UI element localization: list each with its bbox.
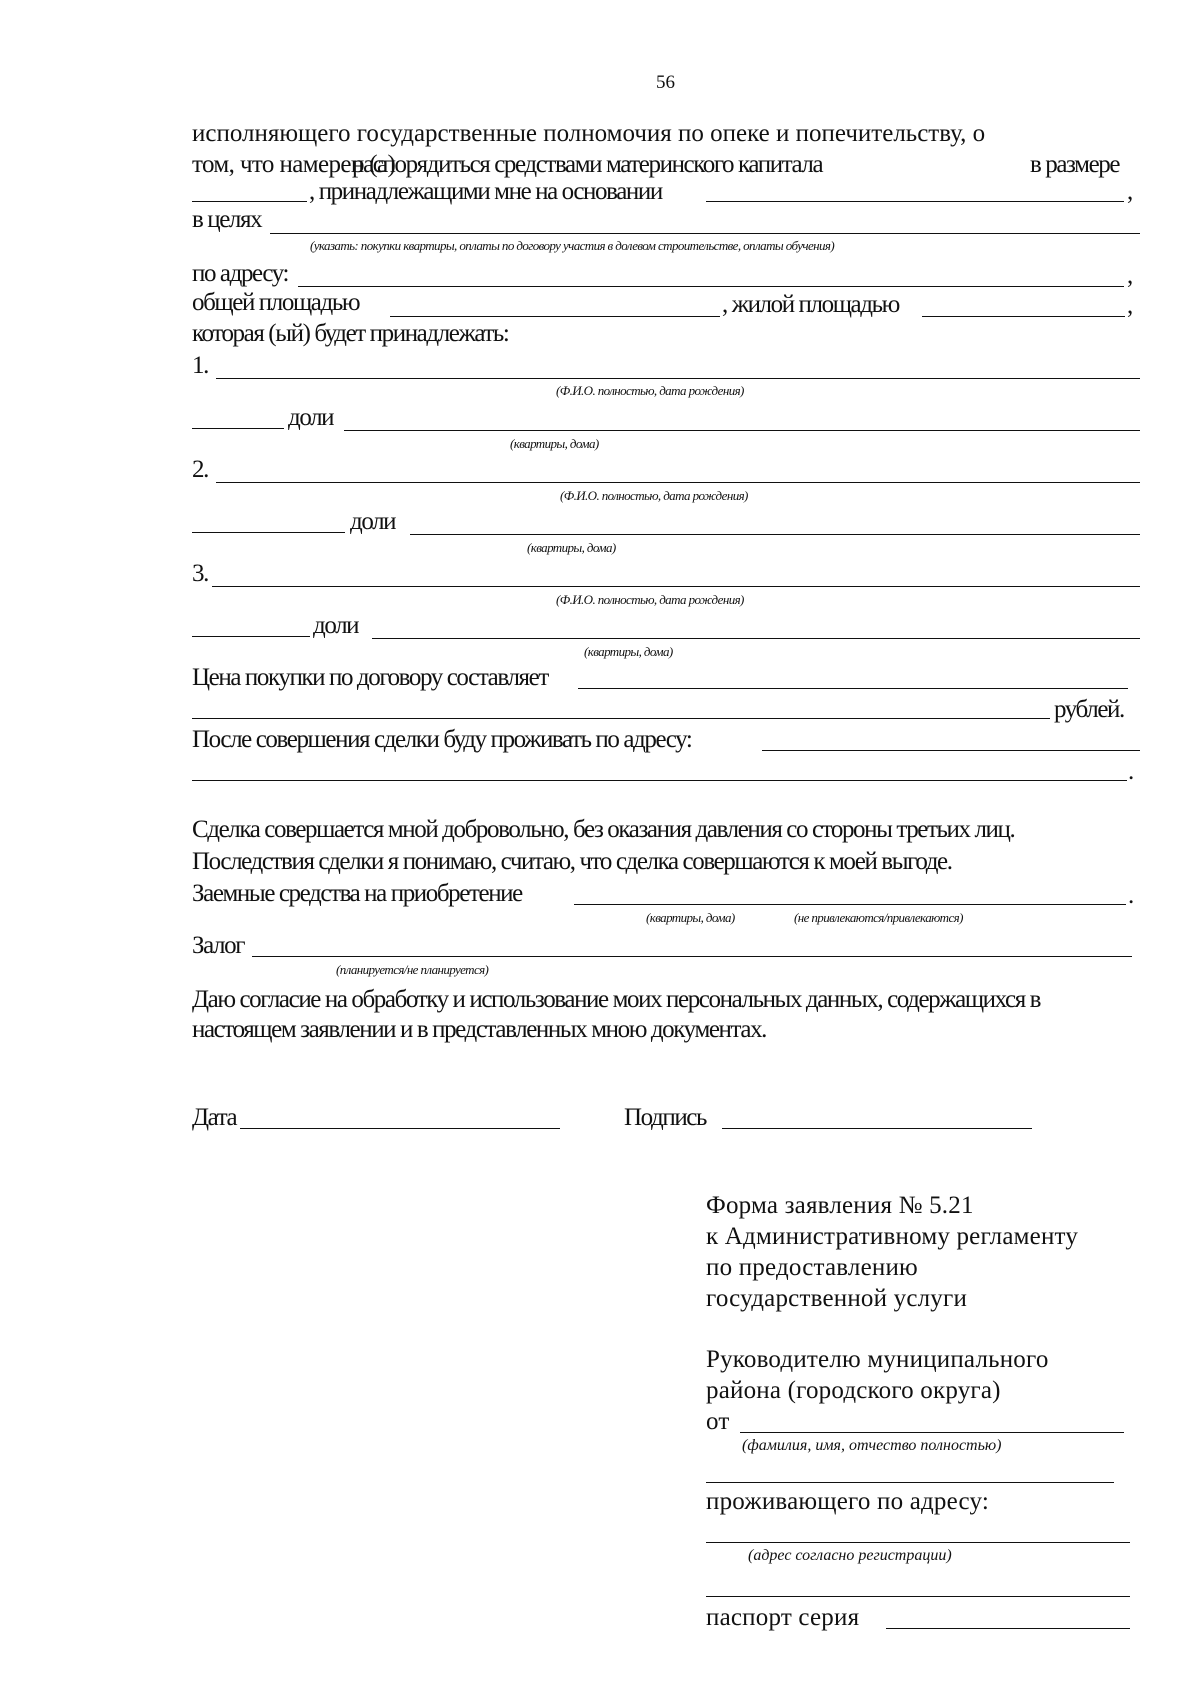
- consequences-statement: Последствия сделки я понимаю, считаю, что сделка совершаются к моей выгоде.: [192, 848, 952, 875]
- basis-field[interactable]: [706, 201, 1124, 202]
- punct-period: .: [1128, 758, 1133, 785]
- addressee-line-1: Руководителю муниципального: [706, 1346, 1049, 1373]
- voluntary-statement: Сделка совершается мной добровольно, без оказания давления со стороны третьих лиц.: [192, 816, 1015, 843]
- purpose-label: в целях: [192, 206, 262, 233]
- punct-comma-3: ,: [1127, 292, 1132, 319]
- passport-series-field[interactable]: [886, 1628, 1130, 1629]
- owner-1-property-hint: (квартиры, дома): [510, 436, 599, 451]
- residence-label: После совершения сделки буду проживать по адресу:: [192, 726, 692, 753]
- signature-label: Подпись: [624, 1104, 707, 1131]
- price-field-2[interactable]: [192, 718, 1050, 719]
- loan-property-hint: (квартиры, дома): [646, 910, 735, 925]
- punct-period-2: .: [1128, 882, 1133, 909]
- form-title-line-3: по предоставлению: [706, 1254, 918, 1281]
- basis-label: , принадлежащими мне на основании: [309, 178, 662, 205]
- owner-1-share-field[interactable]: [192, 428, 284, 429]
- address-label: по адресу:: [192, 260, 289, 287]
- owner-1-name-field[interactable]: [216, 378, 1140, 379]
- form-title-line-1: Форма заявления № 5.21: [706, 1192, 974, 1219]
- owner-2-share-field[interactable]: [192, 532, 345, 533]
- passport-series-label: паспорт серия: [706, 1604, 860, 1631]
- owner-2-property-field[interactable]: [410, 534, 1140, 535]
- owner-2-name-field[interactable]: [216, 482, 1140, 483]
- page-number: 56: [656, 72, 675, 93]
- owner-2-property-hint: (квартиры, дома): [527, 540, 616, 555]
- purpose-field[interactable]: [270, 233, 1140, 234]
- total-area-field[interactable]: [390, 316, 720, 317]
- date-field[interactable]: [240, 1128, 560, 1129]
- owner-2-number: 2.: [192, 456, 208, 483]
- consent-line-2: настоящем заявлении и в представленных мною документах.: [192, 1016, 767, 1043]
- consent-line-1: Даю согласие на обработку и использование моих персональных данных, содержащихся в: [192, 986, 1041, 1013]
- residence-field-1[interactable]: [762, 750, 1140, 751]
- owner-3-share-label: доли: [313, 612, 359, 639]
- form-title-line-2: к Административному регламенту: [706, 1223, 1079, 1250]
- applicant-name-field[interactable]: [740, 1432, 1124, 1433]
- registration-address-hint: (адрес согласно регистрации): [748, 1547, 952, 1564]
- registration-address-field[interactable]: [706, 1542, 1130, 1543]
- intro-line-2-right: в размере: [1030, 151, 1120, 178]
- owners-label: которая (ый) будет принадлежать:: [192, 320, 509, 347]
- punct-comma: ,: [1127, 178, 1132, 205]
- from-label: от: [706, 1408, 730, 1435]
- owner-3-name-hint: (Ф.И.О. полностью, дата рождения): [556, 592, 744, 607]
- owner-1-name-hint: (Ф.И.О. полностью, дата рождения): [556, 383, 744, 398]
- intro-line-2-middle: распорядиться средствами материнского капитала: [352, 151, 823, 178]
- rubles-label: рублей.: [1054, 696, 1124, 723]
- applicant-name-hint: (фамилия, имя, отчество полностью): [742, 1437, 1002, 1454]
- owner-3-share-field[interactable]: [192, 636, 310, 637]
- registration-address-field-2[interactable]: [706, 1596, 1130, 1597]
- signature-field[interactable]: [722, 1128, 1032, 1129]
- residence-address-label: проживающего по адресу:: [706, 1488, 990, 1515]
- pledge-hint: (планируется/не планируется): [336, 962, 489, 977]
- address-field[interactable]: [298, 286, 1124, 287]
- price-field-1[interactable]: [578, 688, 1128, 689]
- owner-3-property-hint: (квартиры, дома): [584, 644, 673, 659]
- purpose-hint: (указать: покупки квартиры, оплаты по договору участия в долевом строительстве, оплаты обучения): [310, 238, 835, 253]
- intro-line-2-left: том, что намерен (а): [192, 151, 396, 178]
- loan-field[interactable]: [574, 904, 1126, 905]
- form-title-line-4: государственной услуги: [706, 1285, 968, 1312]
- owner-2-name-hint: (Ф.И.О. полностью, дата рождения): [560, 488, 748, 503]
- punct-comma-2: ,: [1127, 262, 1132, 289]
- total-area-label: общей площадью: [192, 289, 360, 316]
- owner-3-property-field[interactable]: [372, 638, 1140, 639]
- intro-line-1: исполняющего государственные полномочия по опеке и попечительству, о: [192, 120, 986, 147]
- date-label: Дата: [192, 1104, 237, 1131]
- addressee-line-2: района (городского округа): [706, 1377, 1001, 1404]
- owner-2-share-label: доли: [350, 508, 396, 535]
- loan-attract-hint: (не привлекаются/привлекаются): [794, 910, 963, 925]
- pledge-label: Залог: [192, 932, 245, 959]
- owner-1-property-field[interactable]: [344, 430, 1140, 431]
- owner-1-share-label: доли: [288, 404, 334, 431]
- price-label: Цена покупки по договору составляет: [192, 664, 548, 691]
- owner-3-name-field[interactable]: [212, 586, 1140, 587]
- pledge-field[interactable]: [252, 956, 1132, 957]
- residence-field-2[interactable]: [192, 780, 1127, 781]
- loan-label: Заемные средства на приобретение: [192, 880, 522, 907]
- owner-1-number: 1.: [192, 352, 208, 379]
- owner-3-number: 3.: [192, 560, 208, 587]
- living-area-field[interactable]: [922, 316, 1125, 317]
- applicant-name-field-2[interactable]: [706, 1482, 1114, 1483]
- capital-amount-field[interactable]: [192, 201, 307, 202]
- living-area-label: , жилой площадью: [722, 291, 899, 318]
